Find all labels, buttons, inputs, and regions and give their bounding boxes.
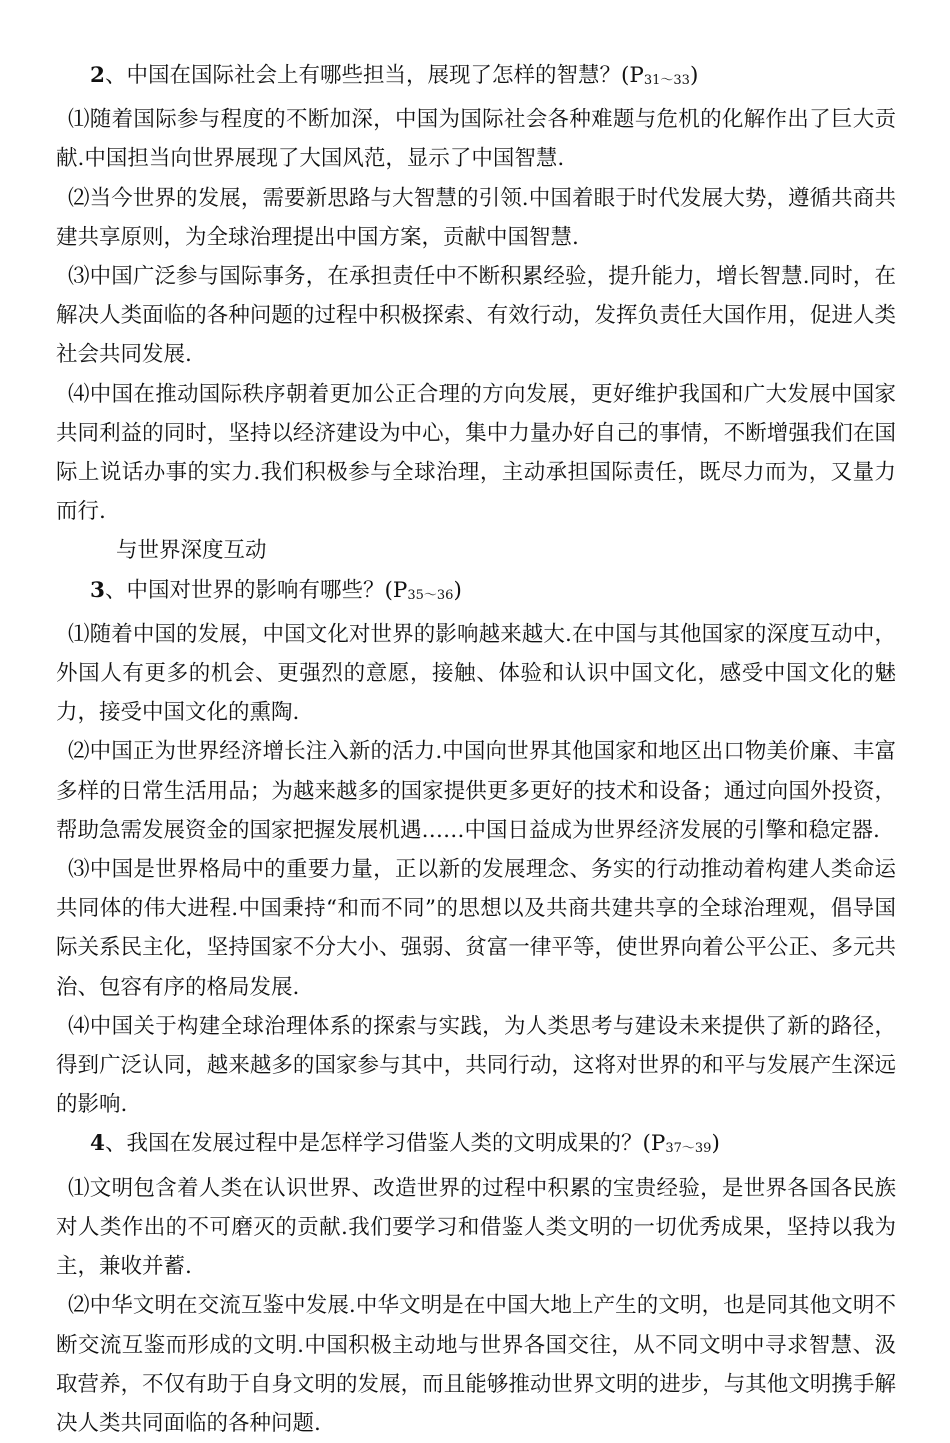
question-text: 、中国对世界的影响有哪些？	[104, 577, 385, 603]
question-number: 3	[90, 577, 105, 603]
answer-paragraph: ⑶中国是世界格局中的重要力量，正以新的发展理念、务实的行动推动着构建人类命运共同体的伟大进程.中国秉持“和而不同”的思想以及共商共建共享的全球治理观，倡导国际关系民主化，坚持国家不分大小、强弱、贫富一律平等，使世界向着公平公正、多元共治、包容有序的格局发展.	[56, 857, 896, 1000]
answer-paragraph: ⑵中华文明在交流互鉴中发展.中华文明是在中国大地上产生的文明，也是同其他文明不断交流互鉴而形成的文明.中国积极主动地与世界各国交往，从不同文明中寻求智慧、汲取营养，不仅有助于自身文明的发展，而且能够推动世界文明的进步，与其他文明携手解决人类共同面临的各种问题.	[56, 1293, 896, 1436]
answer-paragraph: ⑶中国广泛参与国际事务，在承担责任中不断积累经验，提升能力，增长智慧.同时，在解决人类面临的各种问题的过程中积极探索、有效行动，发挥负责任大国作用，促进人类社会共同发展.	[56, 264, 896, 368]
question-text: 、中国在国际社会上有哪些担当，展现了怎样的智慧？	[104, 63, 621, 88]
answer-paragraph: ⑵中国正为世界经济增长注入新的活力.中国向世界其他国家和地区出口物美价廉、丰富多样的日常生活用品；为越来越多的国家提供更多更好的技术和设备；通过向国外投资，帮助急需发展资金的国家把握发展机遇……中国日益成为世界经济发展的引擎和稳定器.	[56, 739, 896, 843]
page-reference: $(P_{31\sim 33})$	[620, 63, 699, 88]
question-4	[56, 1124, 896, 1168]
question-3	[56, 571, 896, 615]
answer-paragraph: ⑴文明包含着人类在认识世界、改造世界的过程中积累的宝贵经验，是世界各国各民族对人类作出的不可磨灭的贡献.我们要学习和借鉴人类文明的一切优秀成果，坚持以我为主，兼收并蓄.	[56, 1175, 896, 1280]
page-reference: $(P_{37\sim 39})$	[642, 1131, 720, 1157]
question-text: 、我国在发展过程中是怎样学习借鉴人类的文明成果的？	[104, 1131, 643, 1157]
answer-paragraph: ⑵当今世界的发展，需要新思路与大智慧的引领.中国着眼于时代发展大势，遵循共商共建共享原则，为全球治理提出中国方案，贡献中国智慧.	[56, 185, 896, 250]
section-title: 与世界深度互动	[116, 538, 267, 564]
answer-paragraph: ⑴随着中国的发展，中国文化对世界的影响越来越大.在中国与其他国家的深度互动中，外国人有更多的机会、更强烈的意愿，接触、体验和认识中国文化，感受中国文化的魅力，接受中国文化的熏陶.	[56, 621, 896, 726]
question-number: 4	[90, 1131, 105, 1157]
answer-paragraph: ⑷中国在推动国际秩序朝着更加公正合理的方向发展，更好维护我国和广大发展中国家共同利益的同时，坚持以经济建设为中心，集中力量办好自己的事情，不断增强我们在国际上说话办事的实力.我们积极参与全球治理，主动承担国际责任，既尽力而为，又量力而行.	[56, 381, 896, 525]
page-reference: $(P_{35\sim 36})$	[384, 577, 462, 603]
answer-paragraph: ⑴随着国际参与程度的不断加深，中国为国际社会各种难题与危机的化解作出了巨大贡献.中国担当向世界展现了大国风范，显示了中国智慧.	[56, 107, 896, 172]
answer-paragraph: ⑷中国关于构建全球治理体系的探索与实践，为人类思考与建设未来提供了新的路径，得到广泛认同，越来越多的国家参与其中，共同行动，这将对世界的和平与发展产生深远的影响.	[56, 1013, 896, 1118]
question-number: 2	[90, 63, 105, 88]
question-2	[56, 56, 896, 100]
document-page	[56, 56, 896, 1443]
